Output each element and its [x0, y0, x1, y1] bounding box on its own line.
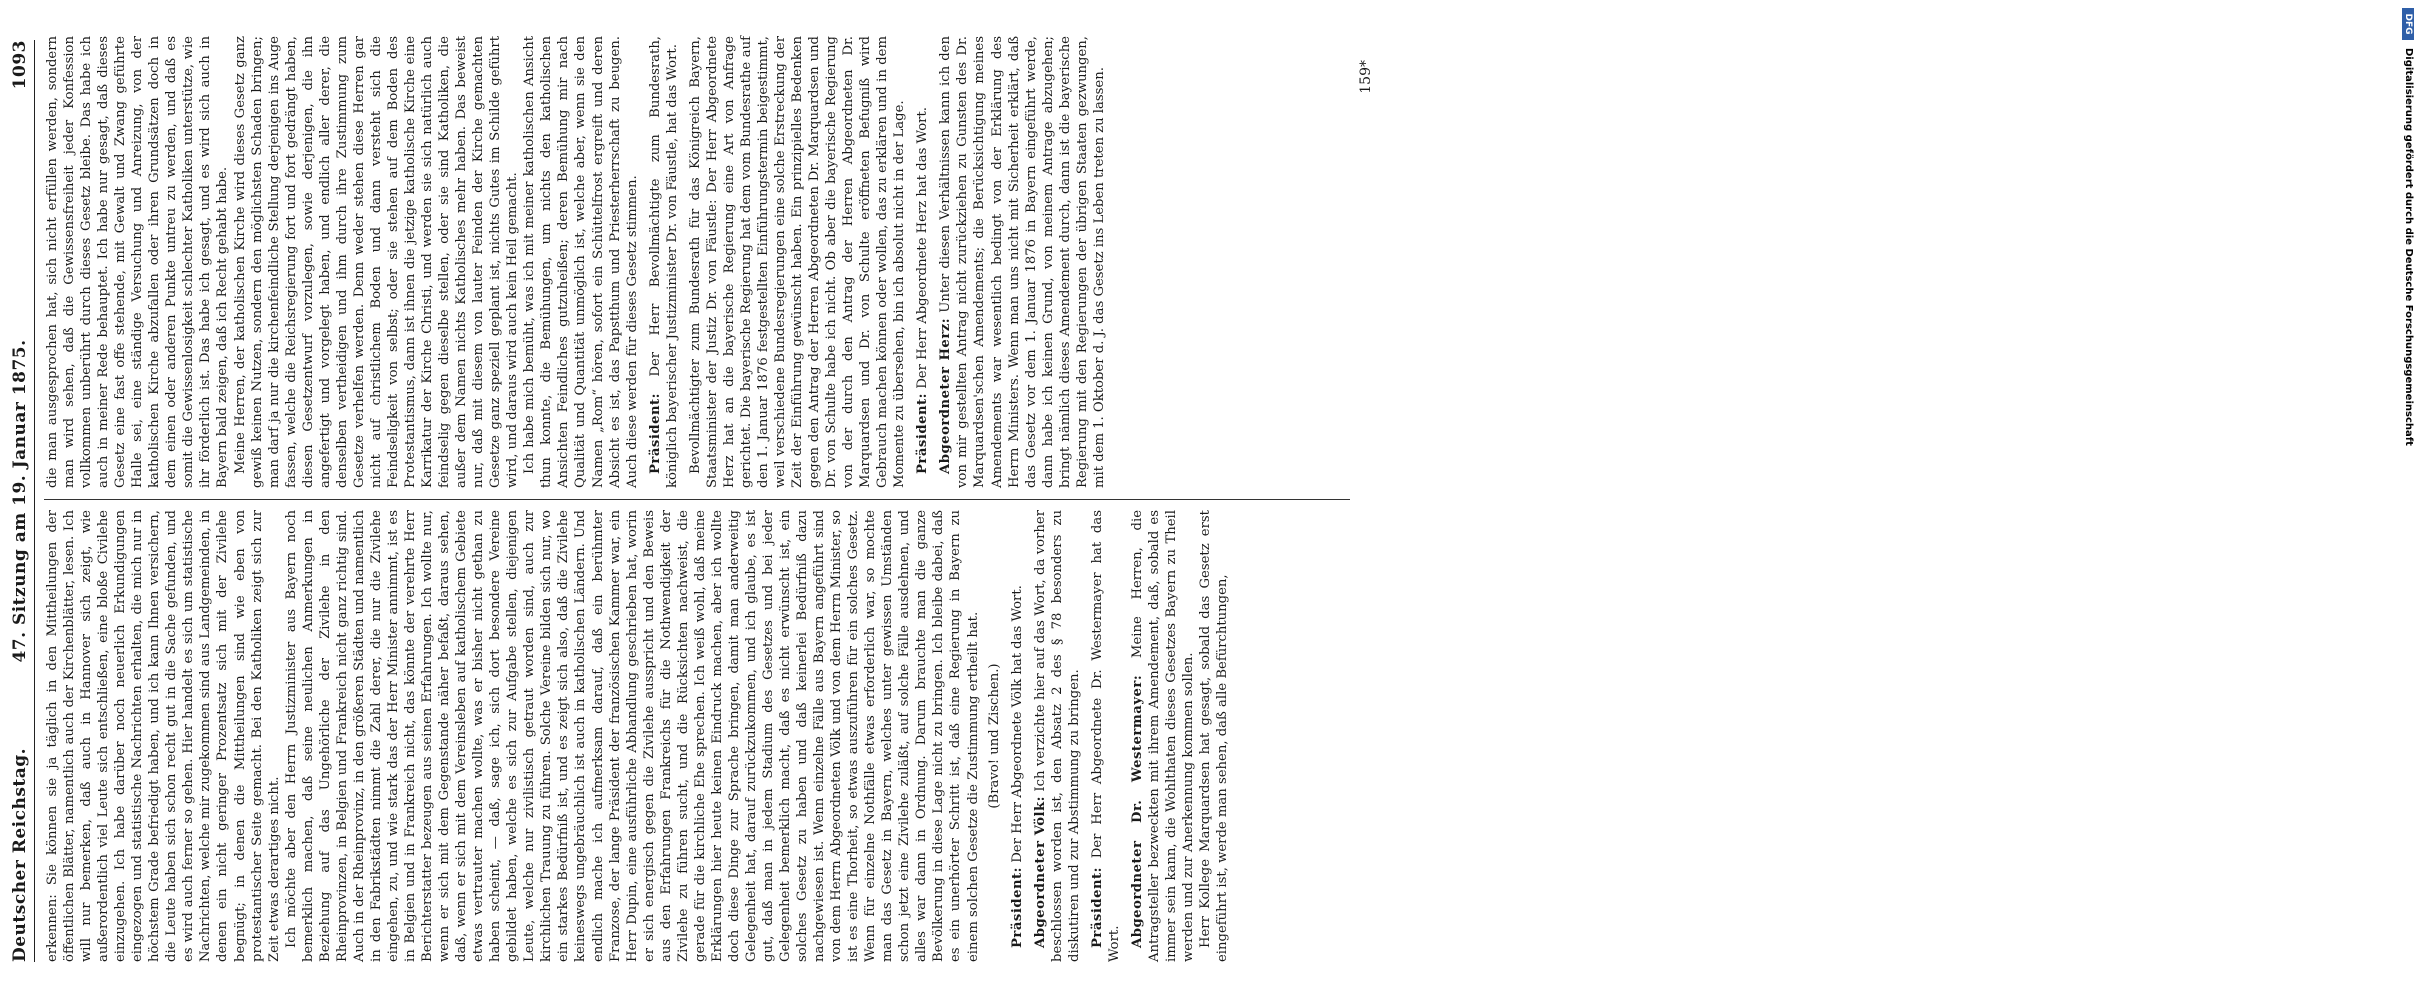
speaker: Abgeordneter Völk:: [1032, 795, 1048, 948]
paragraph: Meine Herren, der katholischen Kirche wird dieses Gesetz ganz gewiß keinen Nutzen, sondern den möglichsten Schaden bringen; man darf ja nur die kirchenfeindliche Stellung derjenigen ins Auge fassen, welche die Reichsregierung fort und fort gedrängt haben, diesen Gesetzentwurf vorzulegen, sowie derjenigen, die ihn angefertigt und vorgelegt haben, und endlich aller derer, die denselben vertheidigen und ihm durch ihre Zustimmung zum Gesetze verhelfen werden. Denn weder stehen diese Herren gar nicht auf christlichem Boden und dann versteht sich die Feindseligkeit von selbst; oder sie stehen auf dem Boden des Protestantismus, dann ist ihnen die jetzige katholische Kirche eine Karrikatur der Kirche Christi, und werden sie sich natürlich auch feindselig gegen dieselbe stellen, oder sie sind Katholiken, die außer dem Namen nichts Katholisches mehr haben. Das beweist nur, daß mit diesem von lauter Feinden der Kirche gemachten Gesetze ganz speziell geplant ist, nichts Gutes im Schilde geführt wird, und daraus wird auch kein Heil gemacht.: [232, 36, 521, 488]
header-center: 47. Sitzung am 19. Januar 1875.: [10, 339, 30, 663]
speech-text: Bevollmächtigter zum Bundesrath für das Königreich Bayern, Staatsminister der Justiz Dr. von Fäustle: Der Herr Abgeordnete Herz hat an die bayerische Regierung eine Art von Anfrage gerichtet. Die bayerische Regierung hat dem vom Bundesrathe auf den 1. Januar 1876 festgestellten Einführungstermin beigestimmt, weil verschiedene Bundesregierungen eine solche Erstreckung der Zeit der Einführung gewünscht haben. Ein prinzipielles Bedenken gegen den Antrag der Herren Abgeordneten Dr. Marquardsen und Dr. von Schulte habe ich nicht. Ob aber die bayerische Regierung von der durch den Antrag der Herren Abgeordneten Dr. Marquardsen und Dr. von Schulte eröffneten Befugniß wird Gebrauch machen können oder wollen, das zu erklären und in dem Momente zu übersehen, bin ich absolut nicht in der Lage.: [687, 36, 908, 488]
header-left: Deutscher Reichstag.: [10, 747, 30, 962]
speech-text: Der Herr Bevollmächtigte zum Bundesrath, königlich bayerischer Justizminister Dr. von Fäustle, hat das Wort.: [647, 35, 680, 488]
speaker: Präsident:: [915, 392, 931, 474]
speech-text: Herr Kollege Marquardsen hat gesagt, sobald das Gesetz erst eingeführt ist, werde man sehen, daß alle Befürchtungen,: [1198, 510, 1231, 962]
speech-text: Unter diesen Verhältnissen kann ich den von mir gestellten Antrag nicht zurückziehen zu Gunsten des Dr. Marquardsen'schen Amendements; die Berücksichtigung meines Amendements war wesentlich bedingt von der Erklärung des Herrn Ministers. Wenn man uns nicht mit Sicherheit erklärt, daß das Gesetz vor dem 1. Januar 1876 in Bayern eingeführt werde, dann habe ich keinen Grund, von meinem Antrage abzugehen; bringt nämlich dieses Amendement durch, dann ist die bayerische Regierung mit den Regierungen der übrigen Staaten gezwungen, mit dem 1. Oktober d. J. das Gesetz ins Leben treten zu lassen.: [938, 36, 1107, 488]
paragraph: die man ausgesprochen hat, sich nicht erfüllen werden, sondern man wird sehen, daß die Gewissensfreiheit jeder Konfession vollkommen unberührt durch dieses Gesetz bleibe. Das habe ich auch in meiner Rede behauptet. Ich habe nur gesagt, daß dieses Gesetz eine fast offe stehende, mit Gewalt und Zwang geführte Halle sei, eine ständige Versuchung und Anreizung, von der katholischen Kirche abzufallen oder ihren Grundsätzen doch in dem einen oder anderen Punkte untreu zu werden, und daß es somit die Gewissenlosigkeit schlechter Katholiken unterstütze, wie ihr förderlich ist. Das habe ich gesagt, und es wird sich auch in Bayern bald zeigen, daß ich Recht gehabt habe.: [45, 36, 231, 488]
signature-mark: 159*: [1358, 60, 1374, 94]
left-column: [44, 510, 1350, 962]
speaker: Abgeordneter Dr. Westermayer:: [1129, 674, 1145, 948]
speech-text: Ich verzichte hier auf das Wort, da vorher beschlossen worden ist, den Absatz 2 des § 78 besonders zu diskutiren und zur Abstimmung zu bringen.: [1032, 510, 1082, 962]
speech-text: Der Herr Abgeordnete Dr. Westermayer hat das Wort.: [1089, 510, 1122, 962]
speech: [647, 36, 681, 488]
speech: [1032, 510, 1083, 962]
speech: [687, 36, 909, 488]
speech: [1089, 510, 1123, 962]
speaker: Präsident:: [647, 392, 663, 474]
speaker: Präsident:: [1009, 866, 1025, 948]
speech: [937, 36, 1107, 488]
speech: [1197, 510, 1231, 962]
digitization-notice: Digitalisierung gefördert durch die Deutsche Forschungsgemeinschaft: [2403, 48, 2414, 446]
speaker: Präsident:: [1089, 866, 1105, 948]
speech-text: Der Herr Abgeordnete Völk hat das Wort.: [1009, 585, 1025, 863]
paragraph: erkennen: Sie können sie ja täglich in den Mittheilungen der öffentlichen Blätter, namentlich auch der Kirchenblätter, lesen. Ich will nur bemerken, daß auch in Hannover sich zeigt, wie außerordentlich viel Leute sich entschließen, eine bloße Civilehe einzugehen. Ich habe darüber noch neuerlich Erkundigungen eingezogen und statistische Nachrichten erhalten, die mich nur in höchstem Grade befriedigt haben, und ich kann Ihnen versichern, die Leute haben sich schon recht gut in die Sache gefunden, und es wird auch ferner so gehen. Hier handelt es sich um statistische Nachrichten, welche mir zugekommen sind aus Landgemeinden, in denen ein nicht geringer Prozentsatz sich mit der Zivilehe begnügt; in denen die Mittheilungen sind wie eben von protestantischer Seite gemacht. Bei den Katholiken zeigt sich zur Zeit etwas derartiges nicht.: [45, 510, 282, 962]
page-header: [6, 40, 35, 962]
speech-text: Der Herr Abgeordnete Herz hat das Wort.: [915, 107, 931, 389]
stage-direction: (Bravo! und Zischen.): [986, 663, 1002, 809]
speech: [914, 36, 931, 488]
speech: [1129, 510, 1197, 962]
column-divider: [44, 499, 1350, 500]
digitization-sidebar: [1416, 0, 2414, 1000]
speech-text: Meine Herren, die Antragsteller bezweckten mit ihrem Amendement, daß, sobald es immer sein kann, die Wohlthaten dieses Gesetzes Bayern zu Theil werden und zur Anerkennung kommen sollen.: [1129, 509, 1197, 962]
dfg-logo: DFG: [2402, 8, 2414, 40]
right-column: [44, 36, 1350, 488]
paragraph: Ich habe mich bemüht, was ich mit meiner katholischen Ansicht thun konnte, die Bemühungen, um nichts den katholischen Ansichten Feindliches gutzuheißen; deren Bemühung mir nach Qualität und Quantität unmöglich ist, welche aber, wenn sie den Namen „Rom“ hören, sofort ein Schüttelfrost ergreift und deren Absicht es ist, das Papstthum und Priesterherrschaft zu beugen. Auch diese werden für dieses Gesetz stimmen.: [522, 36, 640, 488]
speech: [1009, 510, 1026, 962]
page-number: 1093: [10, 40, 30, 90]
paragraph: Ich möchte aber den Herrn Justizminister aus Bayern noch bemerklich machen, daß seine neulichen Anmerkungen in Beziehung auf das Ungehörliche der Zivilehe in den Rheinprovinzen, in Belgien und Frankreich nicht ganz richtig sind. Auch in der Rheinprovinz, in den größeren Städten und namentlich in den Fabrikstädten nimmt die Zahl derer, die nur die Zivilehe eingehen, zu, und wie stark das der Herr Minister annimmt, ist es in Belgien und in Frankreich nicht, das könnte der verehrte Herr Berichterstatter bezeugen aus seinen Erfahrungen. Ich wollte nur, wenn er sich mit dem Gegenstande näher befaßt, daraus sehen, daß, wenn er sich mit dem Vereinsleben auf katholischem Gebiete etwas vertrauter machen wollte, was er bisher nicht gethan zu haben scheint, — daß, sage ich, sich dort besondere Vereine gebildet haben, welche es sich zur Aufgabe stellen, diejenigen Leute, welche nur zivilistisch getraut worden sind, auch zur kirchlichen Trauung zu führen. Solche Vereine bilden sich nur, wo ein starkes Bedürfniß ist, und es zeigt sich also, daß die Zivilehe keineswegs ungebräuchlich ist auch in katholischen Ländern. Und endlich mache ich aufmerksam darauf, daß ein berühmter Franzose, der lange Präsident der französischen Kammer war, ein Herr Dupin, eine ausführliche Abhandlung geschrieben hat, worin er sich energisch gegen die Zivilehe ausspricht und den Beweis aus den Erfahrungen Frankreichs für die Nothwendigkeit der Zivilehe zu führen sucht, und die Rücksichten nachweist, die gerade für die kirchliche Ehe sprechen. Ich weiß wohl, daß meine Erklärungen hier heute keinen Eindruck machen, aber ich wollte doch diese Dinge zur Sprache bringen, damit man anderweitig Gelegenheit hat, darauf zurückzukommen, und ich glaube, es ist gut, daß man in jedem Stadium des Gesetzes und bei jeder Gelegenheit bemerklich macht, daß es nicht erwünscht ist, ein solches Gesetz zu haben und daß keinerlei Bedürfniß dazu nachgewiesen ist. Wenn einzelne Fälle aus Bayern angeführt sind von dem Herrn Abgeordneten Völk und von dem Herrn Minister, so ist es eine Thorheit, so etwas auszuführen für ein solches Gesetz. Wenn für einzelne Nothfälle etwas erforderlich war, so mochte man das Gesetz in Bayern, welches unter gewissen Umständen schon jetzt eine Zivilehe zuläßt, auf solche Fälle ausdehnen, und alles war dann in Ordnung. Darum brauchte man die ganze Bevölkerung in diese Lage nicht zu bringen. Ich bleibe dabei, daß es ein unerhörter Schritt ist, daß eine Regierung in Bayern zu einem solchen Gesetze die Zustimmung ertheilt hat.: [283, 510, 981, 962]
speaker: Abgeordneter Herz:: [938, 317, 954, 474]
